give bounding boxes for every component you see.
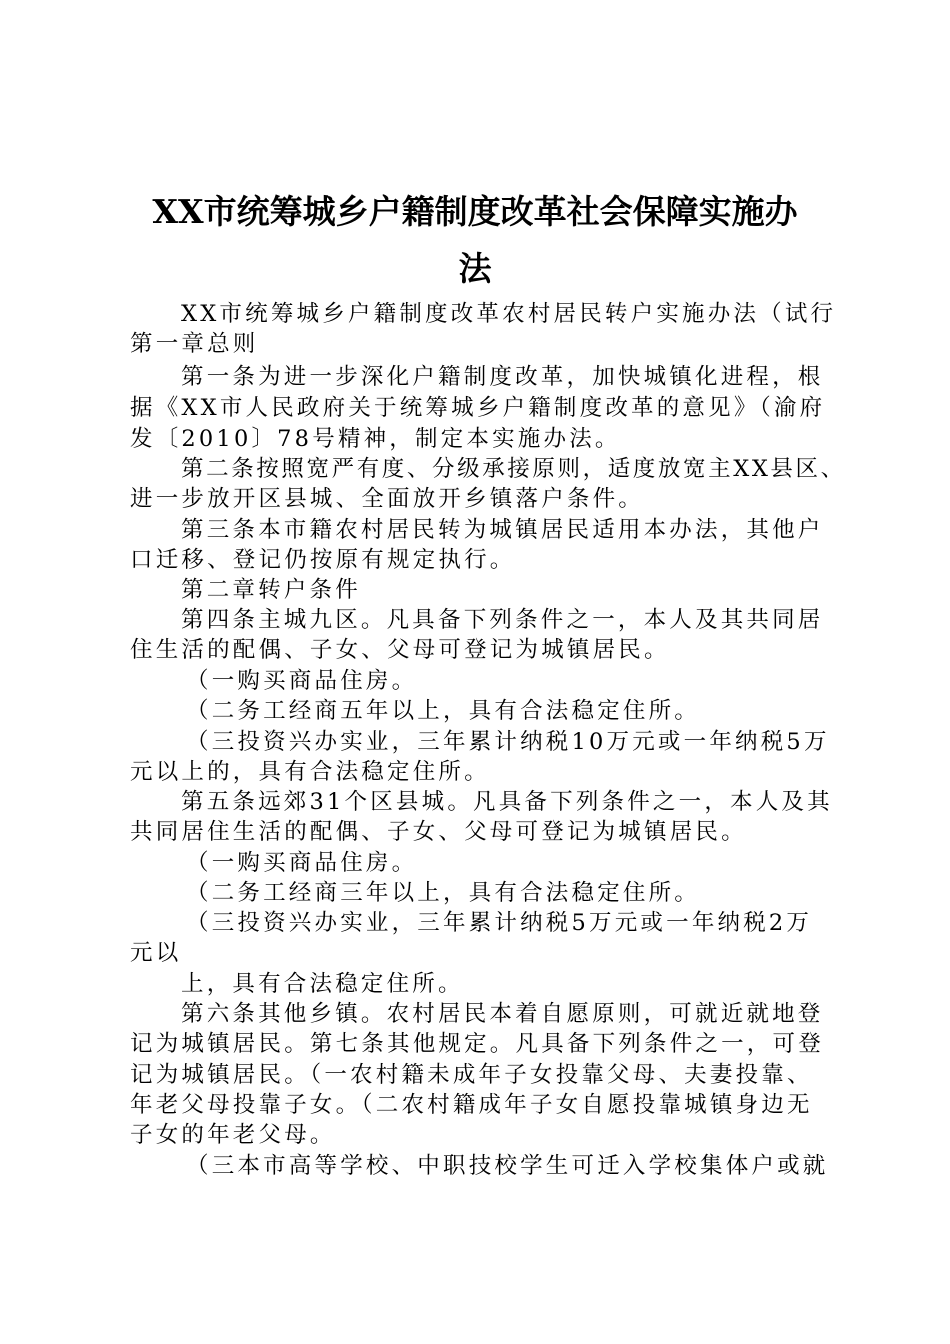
paragraph-line: 第四条主城九区。凡具备下列条件之一，本人及其共同居	[181, 607, 824, 633]
paragraph-line: 第六条其他乡镇。农村居民本着自愿原则，可就近就地登	[181, 1001, 824, 1027]
paragraph-line: 记为城镇居民。（一农村籍未成年子女投靠父母、夫妻投靠、	[130, 1062, 813, 1088]
paragraph-line: 发〔2010〕78号精神，制定本实施办法。	[130, 426, 621, 452]
paragraph-line: 元以	[130, 940, 182, 966]
paragraph-line: 记为城镇居民。第七条其他规定。凡具备下列条件之一，可登	[130, 1031, 824, 1057]
document-title-line-2: 法	[458, 249, 492, 288]
paragraph-line: 第一条为进一步深化户籍制度改革，加快城镇化进程，根	[181, 364, 824, 390]
paragraph-line: 元以上的，具有合法稳定住所。	[130, 759, 490, 785]
paragraph-line: 住生活的配偶、子女、父母可登记为城镇居民。	[130, 637, 670, 663]
paragraph-line: XX市统筹城乡户籍制度改革农村居民转户实施办法（试行	[181, 301, 837, 327]
paragraph-line: 共同居住生活的配偶、子女、父母可登记为城镇居民。	[130, 819, 747, 845]
paragraph-line: （三投资兴办实业，三年累计纳税10万元或一年纳税5万	[186, 729, 830, 755]
paragraph-line: 上，具有合法稳定住所。	[181, 971, 464, 997]
paragraph-line: （一购买商品住房。	[186, 850, 418, 876]
paragraph-line: （二务工经商五年以上，具有合法稳定住所。	[186, 698, 701, 724]
paragraph-line: 据《XX市人民政府关于统筹城乡户籍制度改革的意见》（渝府	[130, 395, 826, 421]
chapter-heading: 第一章总则	[130, 331, 259, 357]
paragraph-line: 第五条远郊31个区县城。凡具备下列条件之一，本人及其	[181, 789, 833, 815]
paragraph-line: （三投资兴办实业，三年累计纳税5万元或一年纳税2万	[186, 910, 813, 936]
paragraph-line: 第三条本市籍农村居民转为城镇居民适用本办法，其他户	[181, 517, 824, 543]
paragraph-line: （一购买商品住房。	[186, 668, 418, 694]
chapter-heading: 第二章转户条件	[181, 577, 361, 603]
paragraph-line: 进一步放开区县城、全面放开乡镇落户条件。	[130, 486, 645, 512]
document-title-line-1: XX市统筹城乡户籍制度改革社会保障实施办	[152, 192, 798, 231]
paragraph-line: （三本市高等学校、中职技校学生可迁入学校集体户或就	[186, 1153, 829, 1179]
paragraph-line: （二务工经商三年以上，具有合法稳定住所。	[186, 880, 701, 906]
paragraph-line: 第二条按照宽严有度、分级承接原则，适度放宽主XX县区、	[181, 456, 846, 482]
paragraph-line: 子女的年老父母。	[130, 1122, 336, 1148]
paragraph-line: 口迁移、登记仍按原有规定执行。	[130, 547, 516, 573]
paragraph-line: 年老父母投靠子女。（二农村籍成年子女自愿投靠城镇身边无	[130, 1092, 813, 1118]
